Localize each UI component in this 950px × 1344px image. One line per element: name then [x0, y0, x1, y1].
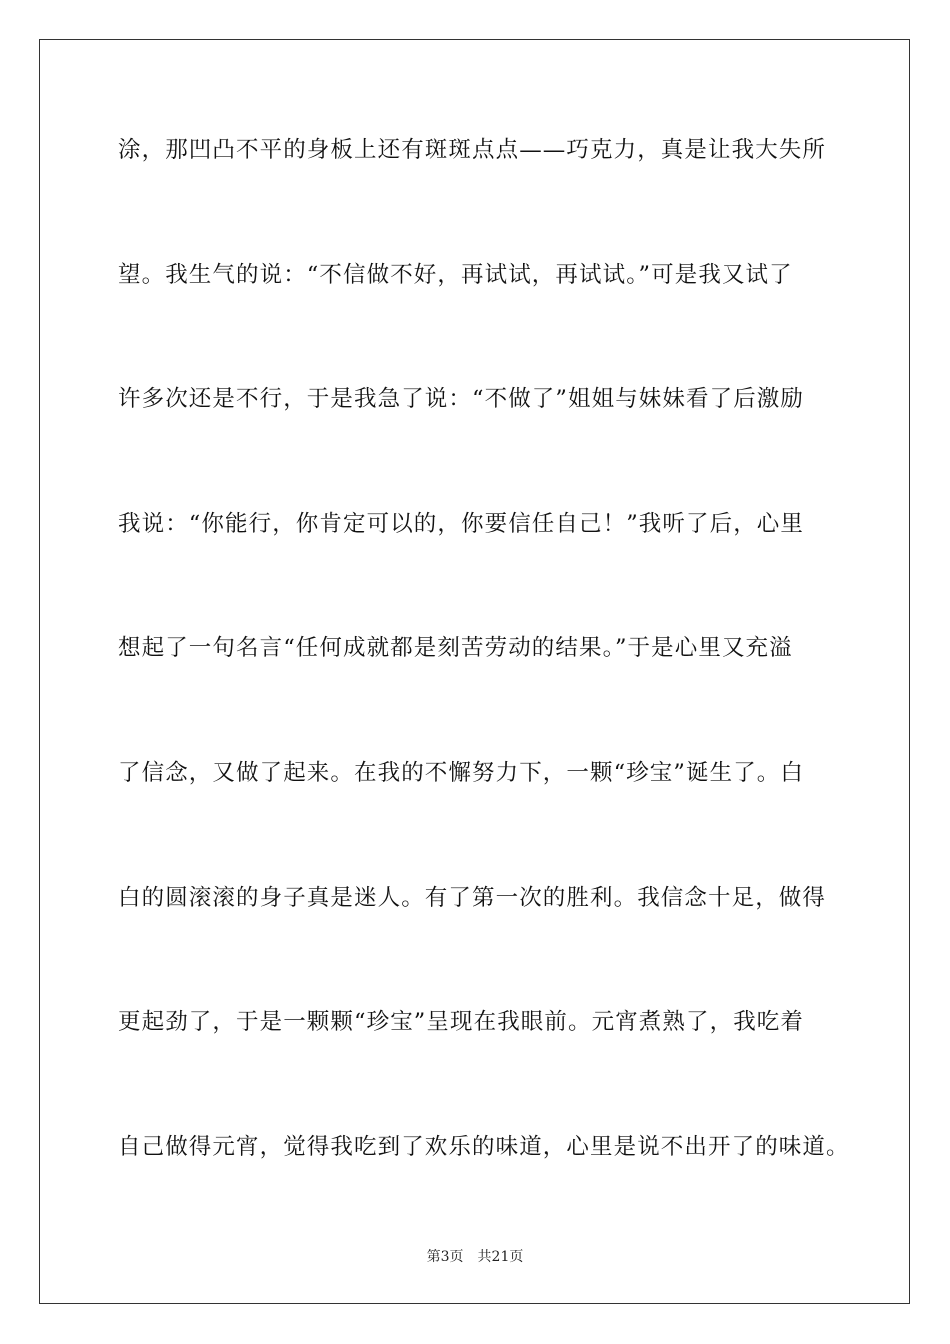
text-line: 白的圆滚滚的身子真是迷人。有了第一次的胜利。我信念十足，做得	[118, 884, 827, 911]
text-line: 更起劲了，于是一颗颗“珍宝”呈现在我眼前。元宵煮熟了，我吃着	[118, 1009, 805, 1036]
text-line: 我说：“你能行，你肯定可以的，你要信任自己！”我听了后，心里	[118, 510, 805, 537]
text-line: 自己做得元宵，觉得我吃到了欢乐的味道，心里是说不出开了的味道。	[118, 1133, 850, 1160]
text-line: 想起了一句名言“任何成就都是刻苦劳动的结果。”于是心里又充溢	[118, 635, 793, 662]
page-footer	[0, 1246, 950, 1266]
current-page-number: 第3页	[426, 1249, 464, 1265]
total-pages: 共21页	[477, 1249, 524, 1265]
text-line: 了信念，又做了起来。在我的不懈努力下，一颗“珍宝”诞生了。白	[118, 759, 805, 786]
text-line: 涂，那凹凸不平的身板上还有斑斑点点——巧克力，真是让我大失所	[118, 137, 827, 163]
document-body	[118, 128, 850, 1249]
text-line: 许多次还是不行，于是我急了说：“不做了”姐姐与妹妹看了后激励	[118, 386, 805, 413]
text-line: 望。我生气的说：“不信做不好，再试试，再试试。”可是我又试了	[118, 261, 793, 288]
